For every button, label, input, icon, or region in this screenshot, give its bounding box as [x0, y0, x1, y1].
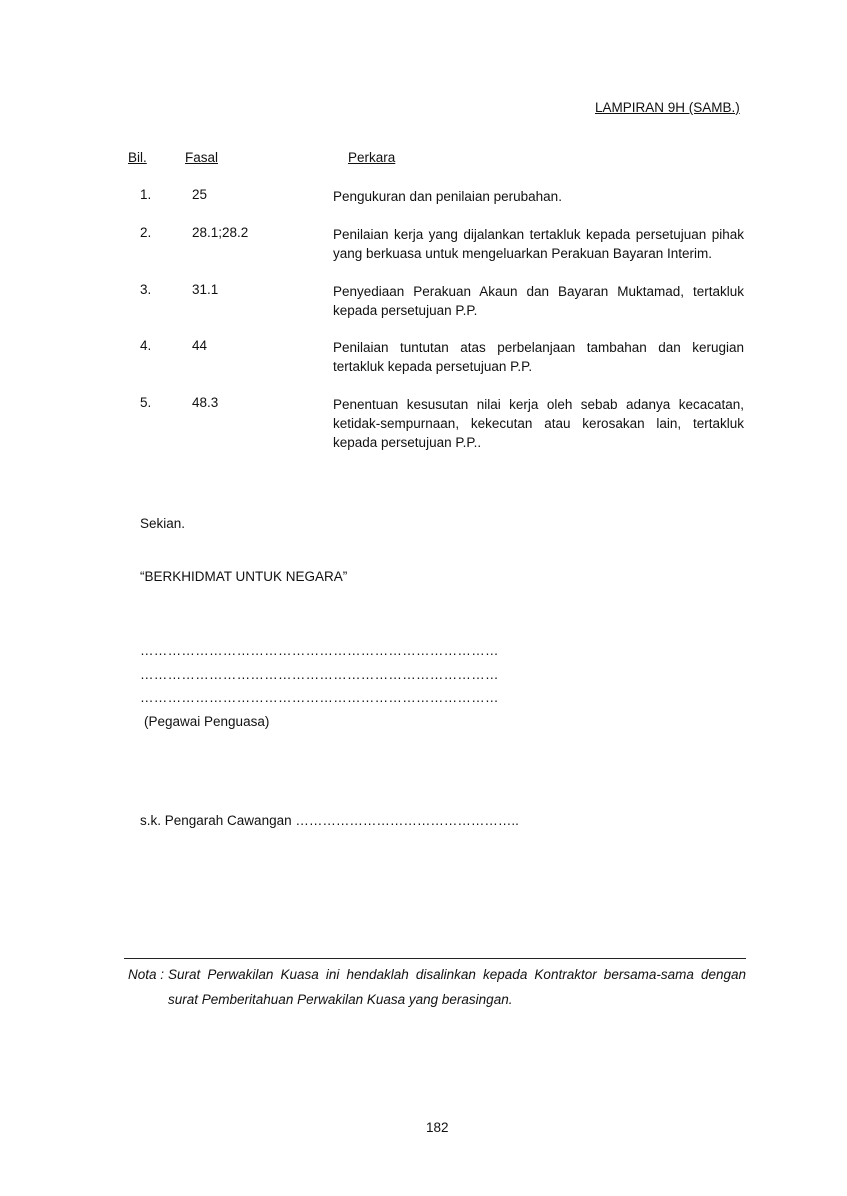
column-header-bil: Bil.	[128, 150, 147, 165]
page-number: 182	[426, 1120, 449, 1135]
note-label: Nota :	[128, 967, 165, 982]
signature-dotted-line: ……………………………………………………………………	[140, 643, 499, 658]
row-perkara: Pengukuran dan penilaian perubahan.	[333, 189, 562, 204]
row-perkara: Penyediaan Perakuan Akaun dan Bayaran Muktamad, tertakluk kepada persetujuan P.P.	[333, 284, 744, 318]
column-header-perkara: Perkara	[348, 150, 396, 165]
note-text-line: surat Pemberitahuan Perwakilan Kuasa yang berasingan.	[168, 992, 513, 1007]
row-perkara: Penilaian kerja yang dijalankan tertakluk kepada persetujuan pihak yang berkuasa untuk mengeluarkan Perakuan Bayaran Interim.	[333, 227, 744, 261]
row-bil: 2.	[140, 225, 152, 240]
row-fasal: 44	[192, 338, 208, 353]
copy-to-line: s.k. Pengarah Cawangan …………………………………………..	[140, 813, 519, 828]
column-header-fasal: Fasal	[185, 150, 219, 165]
row-bil: 1.	[140, 187, 152, 202]
note-text-line: Surat Perwakilan Kuasa ini hendaklah disalinkan kepada Kontraktor bersama-sama dengan	[168, 967, 746, 982]
row-fasal: 48.3	[192, 395, 219, 410]
row-bil: 5.	[140, 395, 152, 410]
row-perkara: Penentuan kesusutan nilai kerja oleh sebab adanya kecacatan, ketidak-sempurnaan, kekecutan atau kerosakan lain, tertakluk kepada persetujuan P.P..	[333, 397, 744, 450]
row-bil: 4.	[140, 338, 152, 353]
row-fasal: 31.1	[192, 282, 219, 297]
officer-title: (Pegawai Penguasa)	[144, 714, 270, 729]
signature-dotted-line: ……………………………………………………………………	[140, 690, 499, 705]
row-perkara: Penilaian tuntutan atas perbelanjaan tambahan dan kerugian tertakluk kepada persetujuan P.P.	[333, 340, 744, 374]
closing-motto: “BERKHIDMAT UNTUK NEGARA”	[140, 569, 348, 584]
closing-sekian: Sekian.	[140, 516, 186, 531]
row-fasal: 28.1;28.2	[192, 225, 249, 240]
row-bil: 3.	[140, 282, 152, 297]
row-fasal: 25	[192, 187, 208, 202]
appendix-label: LAMPIRAN 9H (SAMB.)	[595, 100, 740, 115]
note-divider	[124, 958, 746, 959]
signature-dotted-line: ……………………………………………………………………	[140, 667, 499, 682]
